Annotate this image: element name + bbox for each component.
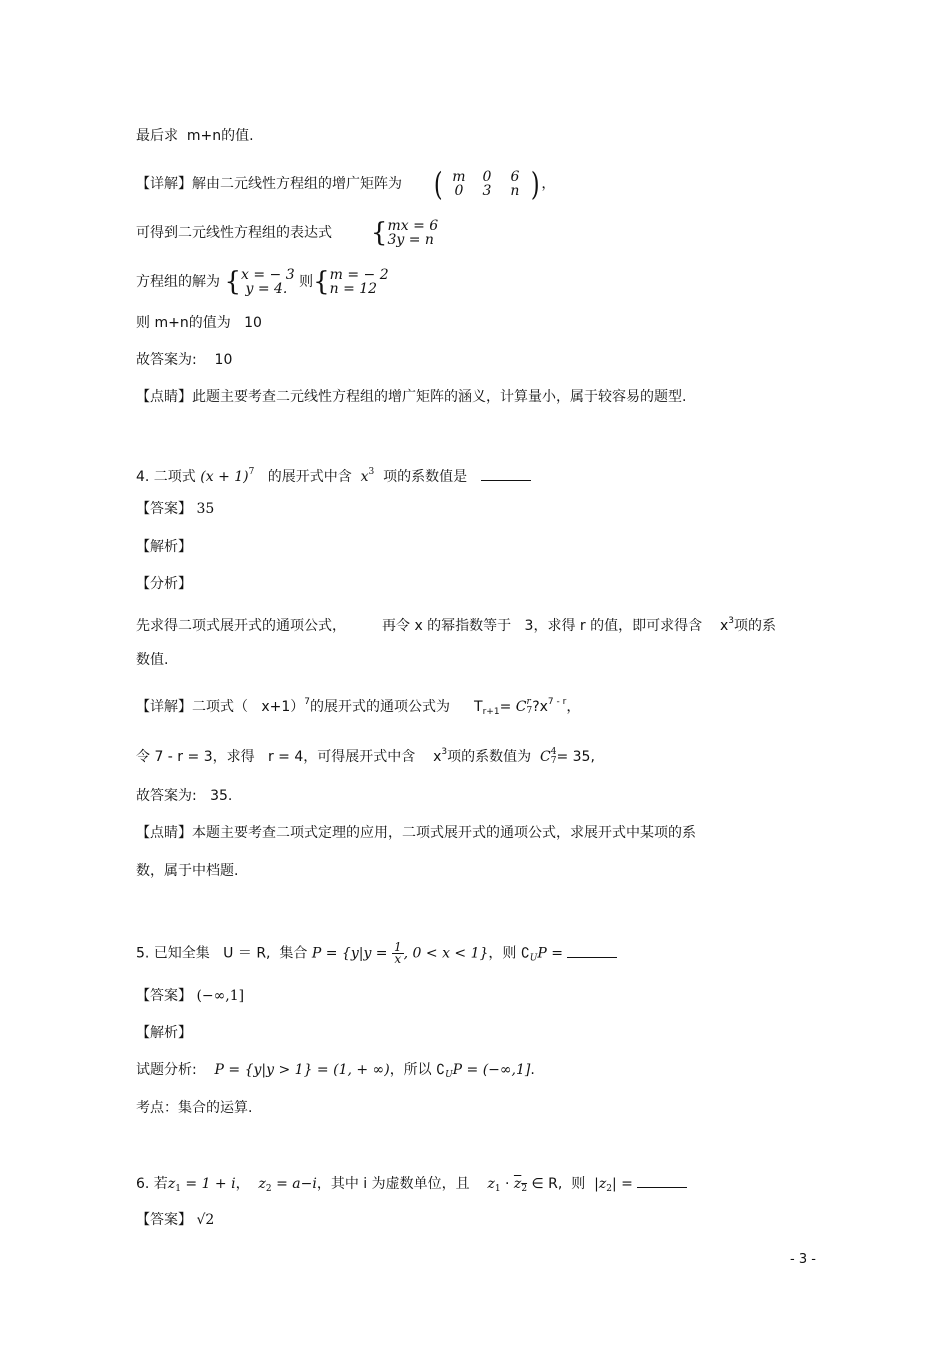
line-solution: 方程组的解为 {x = − 3 y = 4. 则{m = − 2 n = 12 xyxy=(136,267,389,297)
augmented-matrix: ( m 0 6 0 3 n ) xyxy=(434,165,540,203)
answer-blank xyxy=(637,1175,687,1188)
q5-analysis-heading: 【解析】 xyxy=(136,1025,192,1041)
q5-answer: 【答案】 (−∞,1] xyxy=(136,988,245,1004)
line-detail-matrix: 【详解】解由二元线性方程组的增广矩阵为 ( m 0 6 0 3 n ) ， xyxy=(136,165,556,203)
line-mn-value: 则 m+n的值为 10 xyxy=(136,315,262,331)
q4-analysis-heading: 【解析】 xyxy=(136,539,192,555)
answer-blank xyxy=(481,468,531,481)
solution-xy: x = − 3 y = 4. xyxy=(241,267,295,297)
q6-answer: 【答案】 √2 xyxy=(136,1212,215,1228)
equation-system: mx = 6 3y = n xyxy=(387,218,439,248)
q5-analysis-line: 试题分析: P = {y|y > 1} = (1, + ∞)，所以 $∁_UP = (-\infty,1]$. xyxy=(136,1062,535,1080)
question-4-stem: 4. 二项式 $(x + 1)^7$ 的展开式中含 $x^3$ 项的系数值是 xyxy=(136,462,531,487)
question-6-stem: 6. 若$z_1 = 1 + i$， $z_2 = a-i$，其中 i 为虚数单位，且 $z_1 \cdot \overline{z}_2$ ∈ R, 则 $|z_2|$ = xyxy=(136,1174,687,1199)
q4-comment-line2: 数，属于中档题. xyxy=(136,863,239,879)
line-answer-10: 故答案为: 10 xyxy=(136,352,233,368)
q4-comment-line1: 【点睛】本题主要考查二项式定理的应用，二项式展开式的通项公式，求展开式中某项的系 xyxy=(136,825,696,841)
line-comment: 【点睛】此题主要考查二元线性方程组的增广矩阵的涵义，计算量小，属于较容易的题型. xyxy=(136,389,687,405)
q4-fenxi-line2: 数值. xyxy=(136,652,169,668)
q4-final-answer: 故答案为: 35. xyxy=(136,788,233,804)
q4-fenxi-heading: 【分析】 xyxy=(136,576,192,592)
q5-topic: 考点：集合的运算. xyxy=(136,1100,253,1116)
q4-solve-line: 令 7 - r = 3，求得 r = 4，可得展开式中含 $x^3$项的系数值为 C 4 7 = 35, xyxy=(136,747,595,766)
q4-answer: 【答案】 35 xyxy=(136,501,215,517)
line-equation-system: 可得到二元线性方程组的表达式 {mx = 6 3y = n xyxy=(136,218,439,248)
line-final-ask: 最后求 m+n的值. xyxy=(136,128,254,144)
answer-blank xyxy=(567,945,617,958)
q4-fenxi-line1: 先求得二项式展开式的通项公式， 再令 x 的幂指数等于 3，求得 r 的值，即可求得含 $x^3$项的系 xyxy=(136,616,776,634)
page-number: - 3 - xyxy=(790,1252,816,1267)
q4-detail-line: 【详解】二项式（ x+1）$^7$的展开式的通项公式为 $T_{r+1}= C$ r 7 $?x^{7 - r}$， xyxy=(136,697,581,717)
solution-mn: m = − 2 n = 12 xyxy=(329,267,389,297)
question-5-stem: 5. 已知全集 U ＝ R, 集合 P = {y|y = $\frac{1}{x}$ , 0 < x < 1}，则 $∁_UP$ = xyxy=(136,942,617,969)
